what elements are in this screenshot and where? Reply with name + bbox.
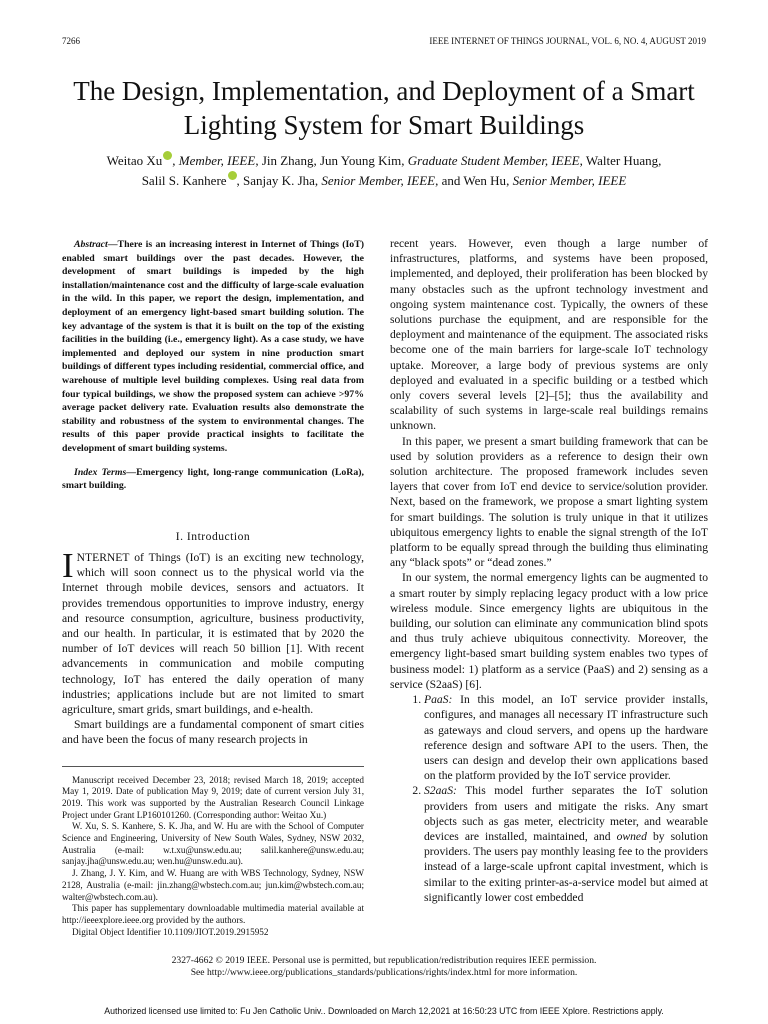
author-name: Salil S. Kanhere xyxy=(141,173,227,188)
orcid-icon[interactable] xyxy=(163,151,172,160)
left-column xyxy=(62,238,364,938)
journal-header: IEEE INTERNET OF THINGS JOURNAL, VOL. 6, NO. 4, AUGUST 2019 xyxy=(429,36,706,46)
index-terms-text: Emergency light, long-range communication (LoRa), smart building. xyxy=(62,466,364,492)
list-text: by solution providers. The users pay monthly leasing fee to the providers instead of a large-scale upfront capital investment, which is similar to the exiting printer-as-a-service model but aimed at significantly lower cost embedded xyxy=(424,829,708,904)
author-role: Senior Member, IEEE xyxy=(321,173,436,188)
list-text: This model further separates the IoT solution providers from users and mitigate the risks. Any smart objects such as gas meter, electricity meter, and wearable devices are installed, maintained, and xyxy=(424,784,708,843)
footnotes xyxy=(62,766,364,939)
author-role: Senior Member, IEEE xyxy=(512,173,627,188)
footnote-affiliation-unsw: W. Xu, S. S. Kanhere, S. K. Jha, and W. Hu are with the School of Computer Science and Engineering, University of New South Wales, Sydney, NSW 2032, Australia (e-mail: w.t.xu@unsw.edu.au; salil.kanhere@unsw.edu.au; sanjay.jha@unsw.edu.au; wen.hu@unsw.edu.au). xyxy=(62,821,364,867)
author-name: Walter Huang xyxy=(585,153,659,168)
footnote-affiliation-wbs: J. Zhang, J. Y. Kim, and W. Huang are with WBS Technology, Sydney, NSW 2128, Australia (e-mail: jin.zhang@wbstech.com.au; jun.kim@wbstech.com.au; walter@wbstech.com.au). xyxy=(62,868,364,902)
orcid-icon[interactable] xyxy=(228,171,237,180)
intro-paragraph xyxy=(62,545,364,717)
section-heading: I. Introduction xyxy=(175,529,251,543)
footnote-manuscript: Manuscript received December 23, 2018; revised March 18, 2019; accepted May 1, 2019. Date of publication May 9, 2019; date of current version July 31, 2019. This work was supported by the Australian Research Council Linkage Project under Grant LP160101260. (Corresponding author: Weitao Xu.) xyxy=(62,774,364,820)
index-terms: Index Terms—Emergency light, long-range communication (LoRa), smart building. xyxy=(62,466,364,492)
abstract: Abstract—There is an increasing interest in Internet of Things (IoT) enabled smart buildings over the past decades. However, the development of smart buildings is impeded by the high installation/maintenance cost and the difficulty of large-scale evaluation in the wild. In this paper, we report the design, implementation, and deployment of an emergency light-based smart building solution. The key advantage of the system is that it is built on the top of the existing facilities in the building (i.e., emergency light). As a case study, we have implemented and deployed our system in nine production smart buildings of different types including residential, commercial office, and warehouse of multiple level building complexes. Using real data from four typical buildings, we show the proposed system can achieve >97% average packet delivery rate. Evaluation results also demonstrate the stability and robustness of the system to environmental changes. The results of this paper provide practical insights to facilitate the development of smart building systems. xyxy=(62,239,364,454)
author-name: Sanjay K. Jha xyxy=(243,173,315,188)
page-number: 7266 xyxy=(62,36,80,46)
author-name: Wen Hu xyxy=(463,173,507,188)
drop-cap: I xyxy=(62,545,74,585)
abstract-label: Abstract xyxy=(74,239,108,250)
author-name: Jun Young Kim xyxy=(319,153,402,168)
body-paragraph: In our system, the normal emergency lights can be augmented to a smart router by simply replacing legacy product with a low price wireless module. Since emergency lights are ubiquitous in the building, our solution can eliminate any communication blind spots and thus truly achieve ubiquitous connectivity. Moreover, the emergency light-based smart building system enables two types of business model: 1) platform as a service (PaaS) and 2) sensing as a service (S2aaS) [6]. xyxy=(390,571,708,691)
footnote-supplementary: This paper has supplementary downloadable multimedia material available at http://ieeexplore.ieee.org provided by the authors. xyxy=(62,903,364,925)
authorized-use-note: Authorized licensed use limited to: Fu Jen Catholic Univ.. Downloaded on March 12,2021 at 16:50:23 UTC from IEEE Xplore. Restrictions apply. xyxy=(104,1006,664,1016)
index-terms-label: Index Terms xyxy=(74,466,127,478)
list-item xyxy=(424,783,708,905)
paper-title: The Design, Implementation, and Deployment of a Smart Lighting System for Smart Buildings xyxy=(73,76,695,140)
body-paragraph: In this paper, we present a smart building framework that can be used by solution providers as a reference to design their own solution architecture. The proposed framework includes seven layers that cover from IoT end device to service/solution provider. Next, based on the framework, we propose a smart lighting system for smart buildings. The solution is truly unique in that it utilizes ubiquitous emergency lights to enable the signal strength of the IoT platform to be equally spread through the building thus eliminating any “black spots” or “dead zones.” xyxy=(390,434,708,570)
list-emphasis: owned xyxy=(616,829,647,843)
copyright-notice xyxy=(60,955,708,979)
author-role: Member, IEEE xyxy=(178,153,256,168)
business-model-list xyxy=(390,692,708,905)
intro-text: NTERNET of Things (IoT) is an exciting new technology, which will soon connect us to the physical world via the Internet through mobile devices, sensors and actuators. It provides tremendous opportunities to improve industry, energy and resource consumption, agriculture, business productivity, and our health. In particular, it is estimated that by 2020 the number of IoT devices will reach 50 billion [1]. With recent advancements in communication and mobile computing technology, IoT has entered the daily operation of many industries; applications include but are not limited to smart agriculture, smart grids, smart buildings, and e-health. xyxy=(62,550,364,716)
author-list: Weitao Xu , Member, IEEE, Jin Zhang, Jun Young Kim, Graduate Student Member, IEEE, Walter Huang, Salil S. Kanhere , Sanjay K. Jha, Senior Member, IEEE, and Wen Hu, Senior Member, IEEE xyxy=(106,153,662,188)
list-text: In this model, an IoT service provider installs, configures, and manages all necessary IT infrastructure such as gateways and cloud servers, and opens up the hardware reference design and software API to the users. Then, the users can design and develop their own applications based on the platform provided by the IoT service provider. xyxy=(424,693,708,783)
footnote-doi: Digital Object Identifier 10.1109/JIOT.2019.2915952 xyxy=(72,926,269,937)
list-term: S2aaS: xyxy=(424,784,457,798)
rights-link-line[interactable]: See http://www.ieee.org/publications_standards/publications/rights/index.html for more information. xyxy=(190,967,578,978)
author-role: Graduate Student Member, IEEE xyxy=(407,153,580,168)
body-paragraph: recent years. However, even though a large number of infrastructures, platforms, and systems have been proposed, implemented, and deployed, their proliferation has been blocked by many obstacles such as the upfront technology investment and ongoing system maintenance cost. Typically, the owners of these solutions purchase the equipment, and are responsible for the deployment and maintenance of the equipment. The associated risks become one of the main barriers for large-scale IoT technology uptake. Moreover, a large body of previous systems are only deployed and evaluated in a specific building or a testbed which only covers several levels [2]–[5]; thus the availability and scalability of such systems in large-scale real buildings remains unknown. xyxy=(390,237,708,433)
copyright-line: 2327-4662 © 2019 IEEE. Personal use is permitted, but republication/redistribution requires IEEE permission. xyxy=(171,955,597,966)
author-name: Weitao Xu xyxy=(106,153,163,168)
list-item xyxy=(424,692,708,783)
list-term: PaaS: xyxy=(424,693,453,707)
intro-paragraph-2: Smart buildings are a fundamental component of smart cities and have been the focus of many research projects in xyxy=(62,718,364,747)
right-column xyxy=(390,236,708,905)
abstract-text: There is an increasing interest in Internet of Things (IoT) enabled smart buildings over the past decades. However, the development of smart buildings is impeded by the high installation/maintenance cost and the difficulty of large-scale evaluation in the wild. In this paper, we report the design, implementation, and deployment of an emergency light-based smart building solution. The key advantage of the system is that it is built on the top of the existing facilities in the building (i.e., emergency light). As a case study, we have implemented and deployed our system in nine production smart buildings of different types including residential, commercial office, and warehouse of multiple level building complexes. Using real data from four typical buildings, we show the proposed system can achieve >97% average packet delivery rate. Evaluation results also demonstrate the stability and robustness of the system to environmental changes. The results of this paper provide practical insights to facilitate the development of smart building systems. xyxy=(62,239,364,454)
author-name: Jin Zhang xyxy=(261,153,314,168)
